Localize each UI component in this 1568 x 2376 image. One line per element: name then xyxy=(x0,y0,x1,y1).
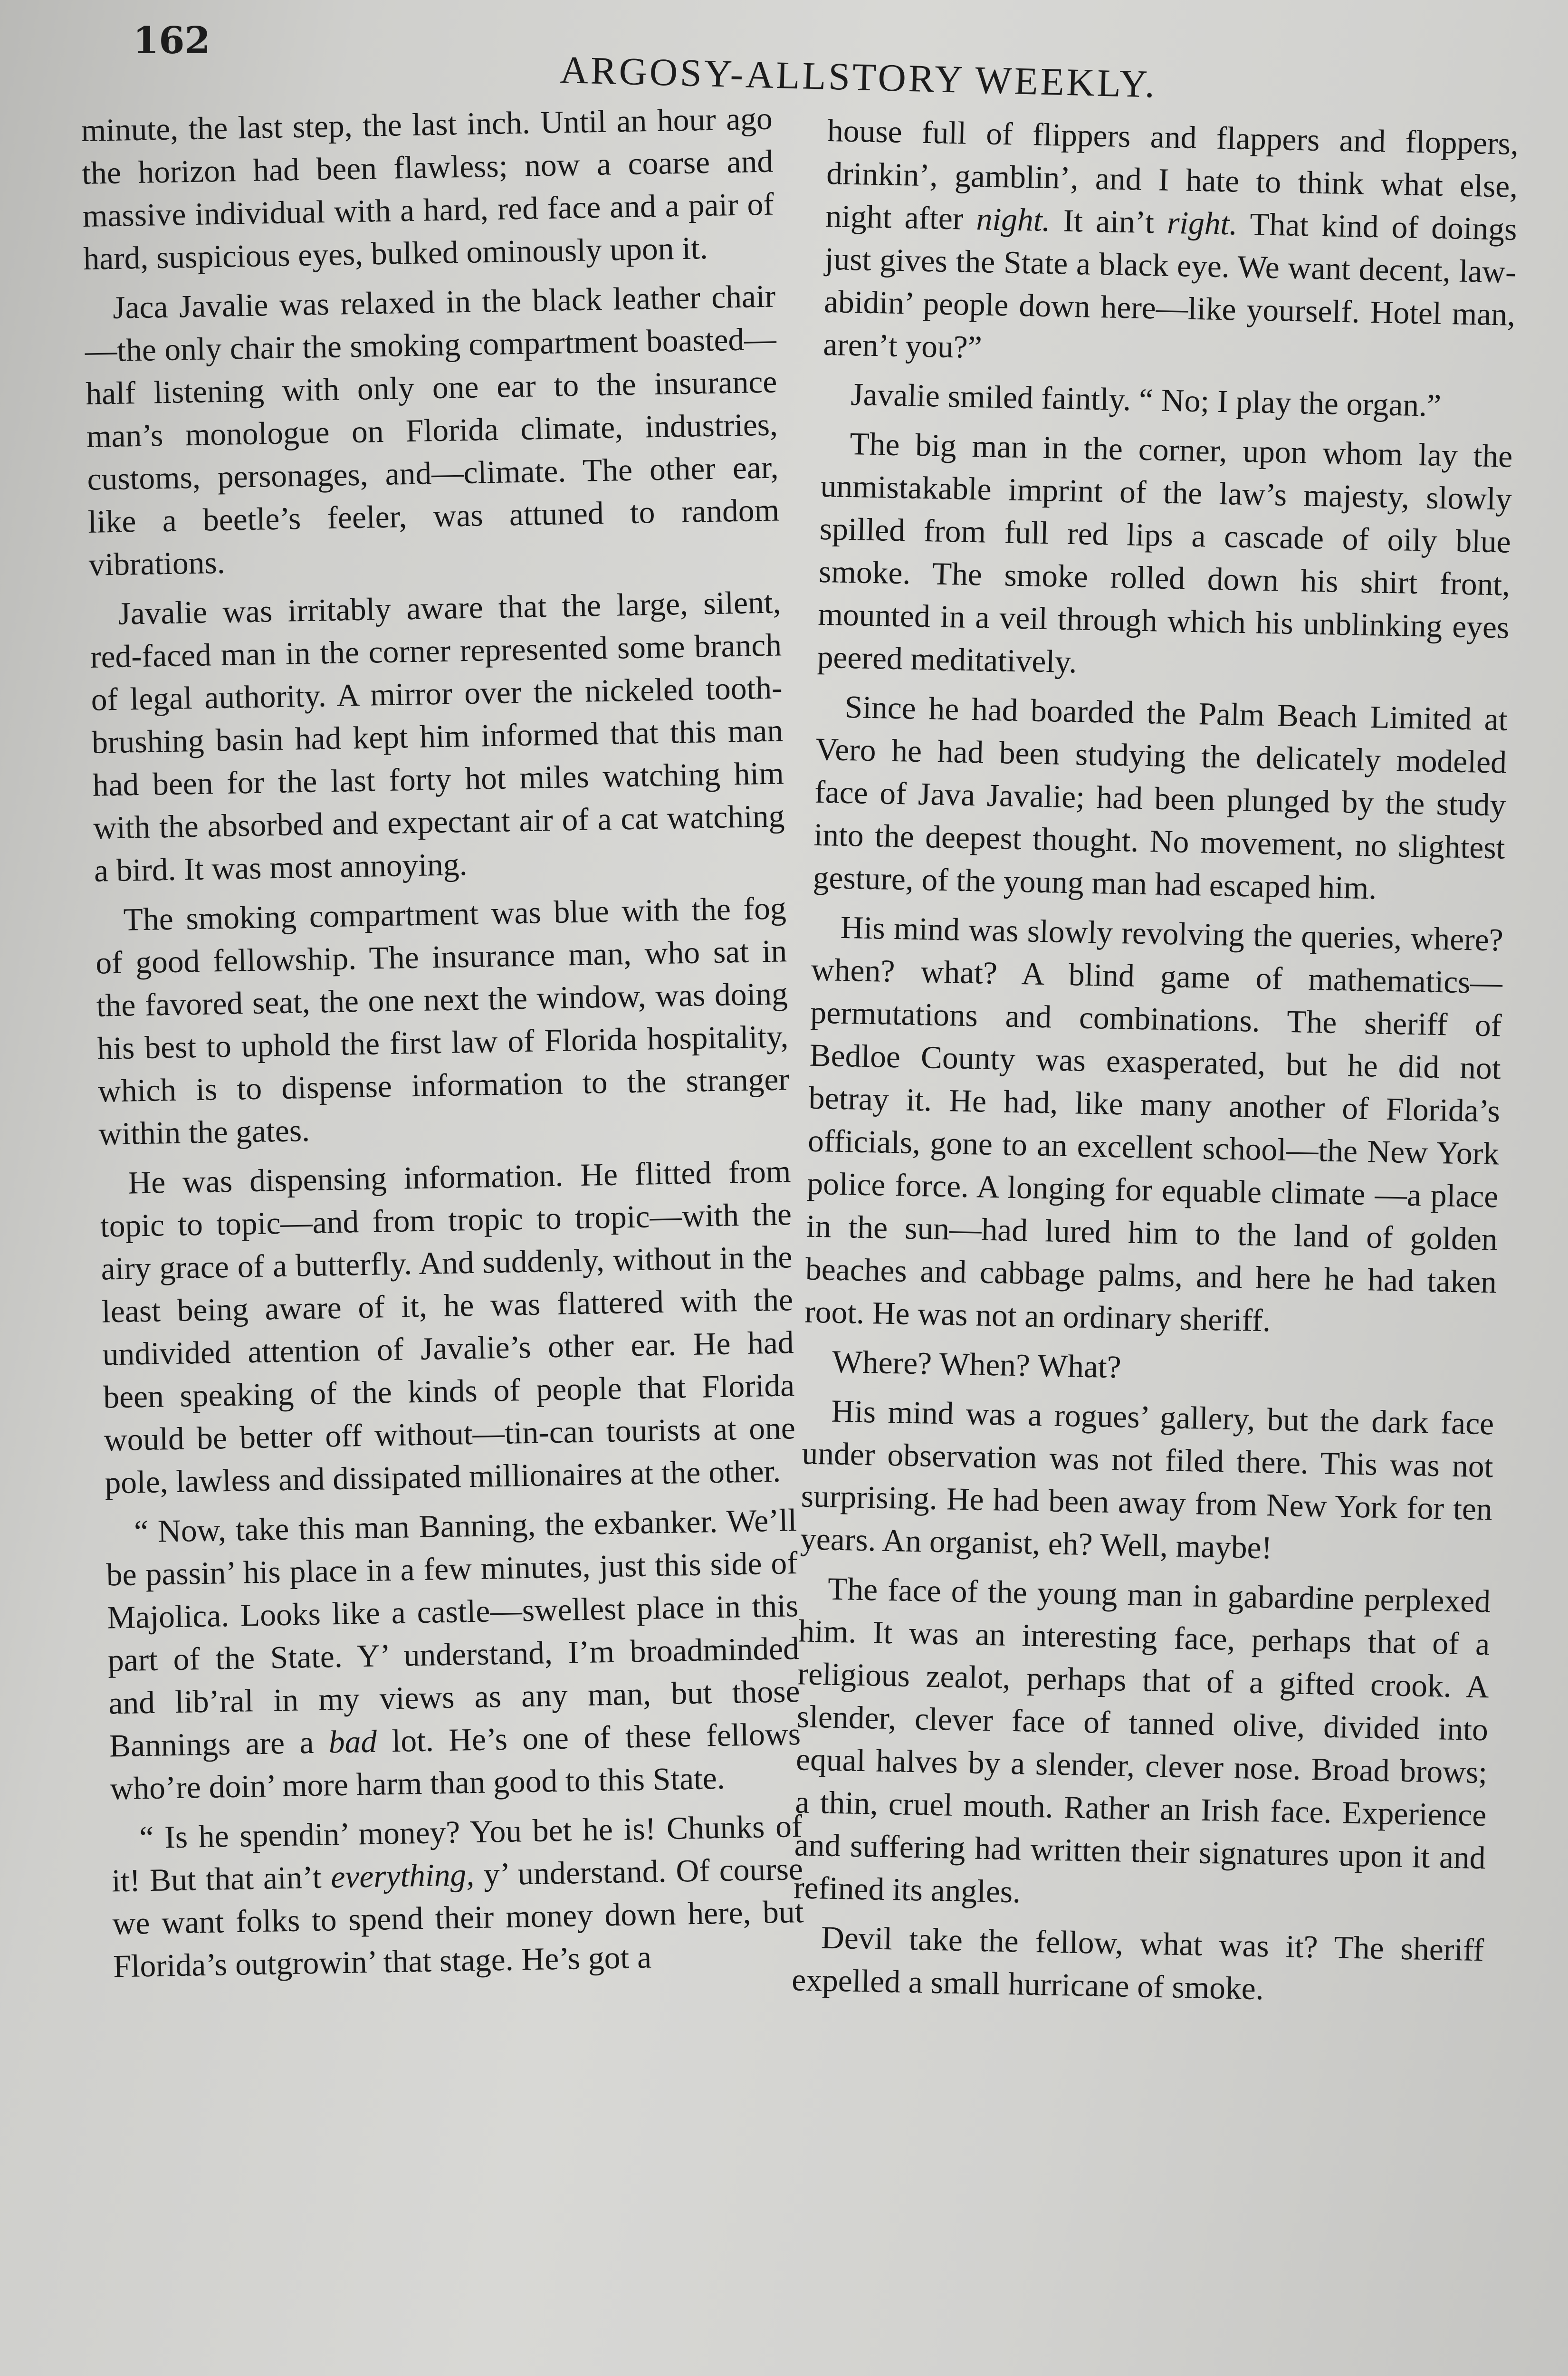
paragraph xyxy=(105,1499,802,1810)
paragraph xyxy=(803,1340,1495,1396)
paragraph xyxy=(793,1567,1491,1922)
left-column xyxy=(81,97,805,1988)
paragraph xyxy=(817,422,1513,692)
paragraph-text: He was dispensing information. He flitted from topic to topic—and from tropic to tropic—with the airy grace of a butterfly. And suddenly, without in the least being aware of it, he was flattered with the undivided attention of Javalie’s other ear. He had been speaking of the kinds of people that Florida would be better off without—tin-can tourists at one pole, lawless and dissipated millionaires at the other. xyxy=(100,1153,796,1501)
italic-text: bad xyxy=(328,1723,377,1760)
paragraph xyxy=(99,1150,796,1504)
paragraph-text: That kind of doings just gives the State a black eye. We want decent, law-abidin’ people down here—like yourself. Hotel man, aren’t you?” xyxy=(822,206,1518,365)
paragraph-text: The face of the young man in gabardine perplexed him. It was an interesting face, perhaps that of a religious zealot, perhaps that of a gifted crook. A slender, clever face of tanned olive, divided into equal halves by a slender, clever nose. Broad brows; a thin, cruel mouth. Rather an Irish face. Experience and suffering had written their signatures upon it and refined its angles. xyxy=(793,1571,1491,1910)
paragraph-text: It ain’t xyxy=(1050,202,1167,240)
paragraph xyxy=(84,275,781,586)
paragraph-text: house full of flippers and flappers and floppers, drinkin’, gamblin’, and I hate to think what else, night after xyxy=(825,112,1519,237)
page-number: 162 xyxy=(133,19,210,62)
paragraph-text: Devil take the fellow, what was it? The sheriff expelled a small hurricane of smoke. xyxy=(791,1919,1484,2007)
paragraph-text: “ Now, take this man Banning, the exbanker. We’ll be passin’ his place in a few minutes, just this side of Majolica. Looks like a castle—swellest place in this part of the State. Y’ understand, I’m broadminded and lib’ral in my views as any man, but those Bannings are a xyxy=(106,1502,800,1764)
paragraph xyxy=(89,581,786,892)
paragraph xyxy=(81,97,775,280)
italic-text: night. xyxy=(976,201,1051,239)
italic-text: everything, xyxy=(330,1857,475,1895)
paragraph-text: Since he had boarded the Palm Beach Limited at Vero he had been studying the delicately modeled face of Java Javalie; had been plunged by the study into the deepest thought. No movement, no slightest gesture, of the young man had escaped him. xyxy=(813,689,1508,906)
paragraph xyxy=(804,906,1504,1347)
paragraph xyxy=(800,1389,1494,1574)
paragraph xyxy=(823,109,1519,379)
paragraph-text: “ Is he spendin’ money? You bet he is! Chunks of it! But that ain’t xyxy=(111,1808,803,1899)
italic-text: right. xyxy=(1166,204,1238,242)
paragraph-text: Javalie smiled faintly. “ No; I play the organ.” xyxy=(850,376,1442,423)
paragraph-text: His mind was a rogues’ gallery, but the dark face under observation was not filed there. This was not surprising. He had been away from New York for ten years. An organist, eh? Well, maybe! xyxy=(800,1393,1494,1566)
paragraph-text: y’ understand. Of course we want folks to spend their money down here, but Florida’s outgrowin’ that stage. He’s got a xyxy=(112,1851,804,1984)
paragraph-text: Jaca Javalie was relaxed in the black leather chair—the only chair the smoking compartment boasted—half listening with only one ear to the insurance man’s monologue on Florida climate, industries, customs, personages, and—climate. The other ear, like a beetle’s feeler, was attuned to random vibrations. xyxy=(85,278,780,583)
paragraph xyxy=(813,685,1508,912)
paragraph-text: His mind was slowly revolving the queries, where? when? what? A blind game of mathematics—permutations and combinations. The sheriff of Bedloe County was exasperated, but he did not betray it. He had, like many another of Florida’s officials, gone to an excellent school—the New York police force. A longing for equable climate —a place in the sun—had lured him to the land of golden beaches and cabbage palms, and here he had taken root. He was not an ordinary sheriff. xyxy=(804,909,1504,1339)
paragraph-text: Javalie was irritably aware that the large, silent, red-faced man in the corner represented some branch of legal authority. A mirror over the nickeled tooth-brushing basin had kept him informed that this man had been for the last forty hot miles watching him with the absorbed and expectant air of a cat watching a bird. It was most annoying. xyxy=(90,584,785,889)
paragraph-text: minute, the last step, the last inch. Until an hour ago the horizon had been flawless; now a coarse and massive individual with a hard, red face and a pair of hard, suspicious eyes, bulked ominously upon it. xyxy=(81,100,774,277)
paragraph xyxy=(95,887,790,1155)
running-head: ARGOSY-ALLSTORY WEEKLY. xyxy=(559,48,1158,106)
paragraph xyxy=(822,373,1514,429)
paragraph-text: Where? When? What? xyxy=(832,1343,1122,1385)
paragraph xyxy=(792,1916,1484,2014)
paragraph-text: lot. He’s one of these fellows who’re doin’ more harm than good to this State. xyxy=(110,1716,801,1807)
paragraph-text: The smoking compartment was blue with the fog of good fellowship. The insurance man, who sat in the favored seat, the one next the window, was doing his best to uphold the first law of Florida hospitality, which is to dispense information to the stranger within the gates. xyxy=(95,890,790,1152)
right-column xyxy=(792,109,1519,2014)
paragraph-text: The big man in the corner, upon whom lay the unmistakable imprint of the law’s majesty, slowly spilled from full red lips a cascade of oily blue smoke. The smoke rolled down his shirt front, mounted in a veil through which his unblinking eyes peered meditatively. xyxy=(817,426,1513,680)
paragraph xyxy=(111,1805,805,1988)
